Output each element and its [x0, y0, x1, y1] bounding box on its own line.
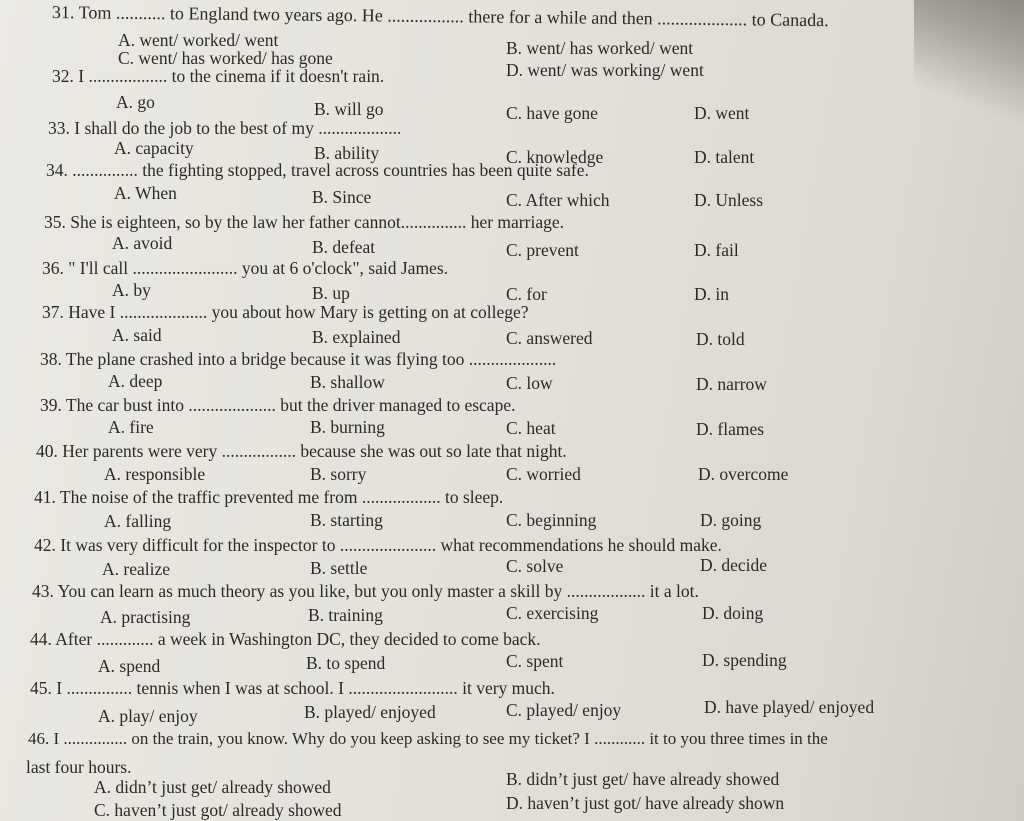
- question-36-option-c: C. for: [506, 284, 547, 304]
- question-35-stem: 35. She is eighteen, so by the law her father cannot............... her marriage.: [44, 212, 564, 232]
- question-34-option-a: A. When: [114, 183, 177, 203]
- question-31-option-d: D. went/ was working/ went: [506, 60, 704, 80]
- question-43-stem: 43. You can learn as much theory as you like, but you only master a skill by .................. it a lot.: [32, 581, 699, 601]
- question-37-option-c: C. answered: [506, 328, 593, 348]
- question-35-option-b: B. defeat: [312, 237, 376, 257]
- question-46-option-b: B. didn’t just get/ have already showed: [506, 769, 780, 789]
- question-45-option-d: D. have played/ enjoyed: [704, 697, 875, 717]
- question-37-option-a: A. said: [112, 325, 162, 345]
- question-32-stem: 32. I .................. to the cinema if it doesn't rain.: [52, 66, 385, 86]
- question-38-option-a: A. deep: [108, 371, 163, 391]
- question-37-option-d: D. told: [696, 329, 745, 349]
- question-37-stem: 37. Have I .................... you about how Mary is getting on at college?: [42, 302, 529, 322]
- question-45-option-a: A. play/ enjoy: [98, 706, 198, 726]
- question-46-stem: 46. I ............... on the train, you know. Why do you keep asking to see my ticket? I ............ it to you three times in the: [28, 729, 828, 748]
- question-32-option-a: A. go: [116, 92, 155, 112]
- question-33-option-b: B. ability: [314, 143, 380, 163]
- question-36-stem: 36. " I'll call ........................ you at 6 o'clock", said James.: [42, 258, 449, 278]
- question-38-option-c: C. low: [506, 373, 553, 393]
- question-36-option-a: A. by: [112, 280, 151, 300]
- question-38-stem: 38. The plane crashed into a bridge because it was flying too ....................: [40, 349, 557, 369]
- question-32-option-b: B. will go: [314, 99, 384, 119]
- question-44-option-b: B. to spend: [306, 653, 386, 673]
- question-40-option-a: A. responsible: [104, 464, 206, 484]
- question-42-option-a: A. realize: [102, 559, 171, 579]
- question-41-stem: 41. The noise of the traffic prevented me from .................. to sleep.: [34, 487, 504, 507]
- question-41-option-c: C. beginning: [506, 510, 597, 530]
- question-46-option-a: A. didn’t just get/ already showed: [94, 777, 331, 797]
- question-41-option-b: B. starting: [310, 510, 383, 530]
- question-33-stem: 33. I shall do the job to the best of my ...................: [48, 118, 402, 138]
- question-44-option-c: C. spent: [506, 651, 564, 671]
- question-34-stem: 34. ............... the fighting stopped, travel across countries has been quite safe.: [46, 160, 589, 180]
- question-39-option-d: D. flames: [696, 419, 765, 439]
- question-42-option-d: D. decide: [700, 555, 768, 575]
- question-34-option-b: B. Since: [312, 187, 372, 207]
- question-42-option-c: C. solve: [506, 556, 564, 576]
- question-31-option-a: A. went/ worked/ went: [118, 30, 279, 50]
- question-39-stem: 39. The car bust into .................... but the driver managed to escape.: [40, 395, 516, 415]
- question-39-option-a: A. fire: [108, 417, 154, 437]
- question-38-option-b: B. shallow: [310, 372, 385, 392]
- question-32-option-c: C. have gone: [506, 103, 598, 123]
- question-44-option-a: A. spend: [98, 656, 161, 676]
- question-45-stem: 45. I ............... tennis when I was at school. I ......................... it very much.: [30, 678, 555, 698]
- question-41-option-d: D. going: [700, 510, 762, 530]
- question-43-option-c: C. exercising: [506, 603, 599, 623]
- question-35-option-c: C. prevent: [506, 240, 579, 260]
- question-43-option-d: D. doing: [702, 603, 764, 623]
- question-43-option-b: B. training: [308, 605, 383, 625]
- question-36-option-d: D. in: [694, 284, 729, 304]
- question-45-option-c: C. played/ enjoy: [506, 700, 622, 720]
- question-35-option-d: D. fail: [694, 240, 739, 260]
- question-39-option-c: C. heat: [506, 418, 556, 438]
- question-35-option-a: A. avoid: [112, 233, 173, 253]
- page-corner-shadow: [914, 0, 1024, 140]
- question-37-option-b: B. explained: [312, 327, 401, 347]
- question-40-option-c: C. worried: [506, 464, 581, 484]
- question-40-option-b: B. sorry: [310, 464, 367, 484]
- question-33-option-c: C. knowledge: [506, 147, 604, 167]
- question-46-option-d: D. haven’t just got/ have already shown: [506, 793, 785, 813]
- question-46-option-c: C. haven’t just got/ already showed: [94, 800, 342, 820]
- question-42-option-b: B. settle: [310, 558, 368, 578]
- question-44-option-d: D. spending: [702, 650, 787, 670]
- question-39-option-b: B. burning: [310, 417, 385, 437]
- question-31-option-c: C. went/ has worked/ has gone: [118, 48, 333, 68]
- question-34-option-c: C. After which: [506, 190, 610, 210]
- question-33-option-d: D. talent: [694, 147, 755, 167]
- question-38-option-d: D. narrow: [696, 374, 767, 394]
- question-31-option-b: B. went/ has worked/ went: [506, 38, 694, 58]
- question-46-stem-continued: last four hours.: [26, 757, 132, 777]
- question-44-stem: 44. After ............. a week in Washington DC, they decided to come back.: [30, 629, 541, 649]
- question-33-option-a: A. capacity: [114, 138, 194, 158]
- question-42-stem: 42. It was very difficult for the inspector to ...................... what recommendations he should make.: [34, 535, 722, 555]
- question-40-stem: 40. Her parents were very ................. because she was out so late that night.: [36, 441, 567, 461]
- question-31-stem: 31. Tom ........... to England two years ago. He ................. there for a while and then .................... to Canada.: [51, 2, 829, 31]
- question-41-option-a: A. falling: [104, 511, 172, 531]
- question-43-option-a: A. practising: [100, 607, 191, 627]
- question-36-option-b: B. up: [312, 283, 350, 303]
- question-34-option-d: D. Unless: [694, 190, 764, 210]
- question-32-option-d: D. went: [694, 103, 750, 123]
- question-45-option-b: B. played/ enjoyed: [304, 702, 436, 722]
- question-40-option-d: D. overcome: [698, 464, 789, 484]
